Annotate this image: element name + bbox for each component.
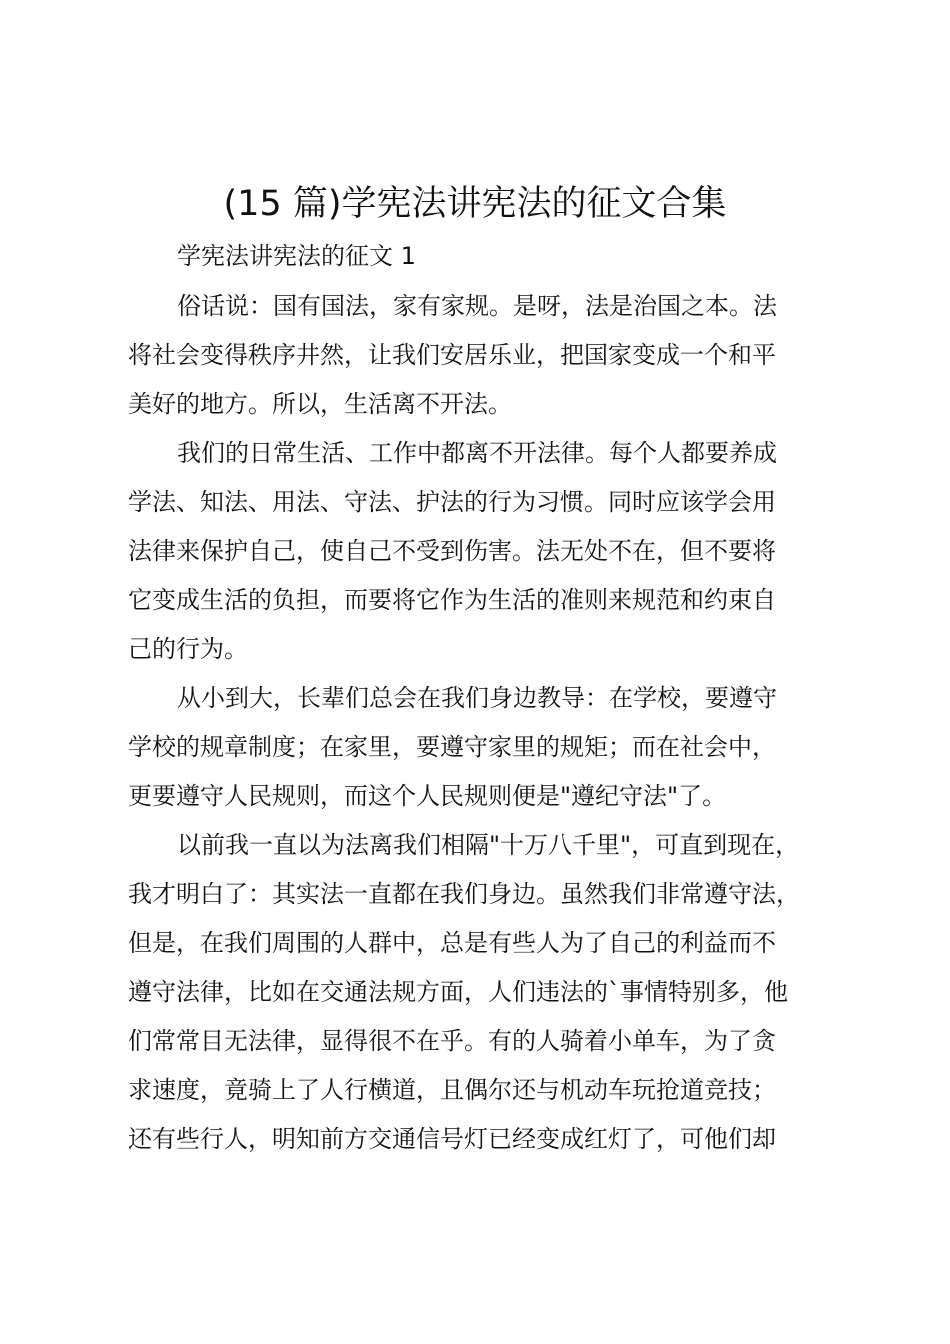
text-line: 它变成生活的负担，而要将它作为生活的准则来规范和约束自 [128,586,776,614]
text-line: 美好的地方。所以，生活离不开法。 [128,390,512,418]
paragraph [128,674,838,821]
text-line: 俗话说：国有国法，家有家规。是呀，法是治国之本。法 [177,292,777,320]
text-line: 我们的日常生活、工作中都离不开法律。每个人都要养成 [177,439,777,467]
document-body [128,282,838,1164]
text-line: 们常常目无法律，显得很不在乎。有的人骑着小单车，为了贪 [128,1027,776,1055]
section-heading: 学宪法讲宪法的征文 1 [177,242,416,270]
text-line: 从小到大，长辈们总会在我们身边教导：在学校，要遵守 [177,684,777,712]
document-title: (15 篇)学宪法讲宪法的征文合集 [223,184,727,224]
text-line: 学法、知法、用法、守法、护法的行为习惯。同时应该学会用 [128,488,776,516]
text-line: 求速度，竟骑上了人行横道，且偶尔还与机动车玩抢道竞技； [128,1076,776,1104]
text-line: 学校的规章制度；在家里，要遵守家里的规矩；而在社会中， [128,733,776,761]
text-line: 遵守法律，比如在交通法规方面，人们违法的`事情特别多，他 [128,978,788,1006]
text-line: 己的行为。 [128,635,248,663]
text-line: 以前我一直以为法离我们相隔"十万八千里"，可直到现在， [177,831,800,859]
text-line: 法律来保护自己，使自己不受到伤害。法无处不在，但不要将 [128,537,776,565]
paragraph [128,282,838,429]
text-line: 将社会变得秩序井然，让我们安居乐业，把国家变成一个和平 [128,341,776,369]
text-line: 更要遵守人民规则，而这个人民规则便是"遵纪守法"了。 [128,782,727,810]
text-line: 但是，在我们周围的人群中，总是有些人为了自己的利益而不 [128,929,776,957]
text-line: 我才明白了：其实法一直都在我们身边。虽然我们非常遵守法， [128,880,800,908]
paragraph [128,821,838,1164]
paragraph [128,429,838,674]
text-line: 还有些行人，明知前方交通信号灯已经变成红灯了，可他们却 [128,1125,776,1153]
